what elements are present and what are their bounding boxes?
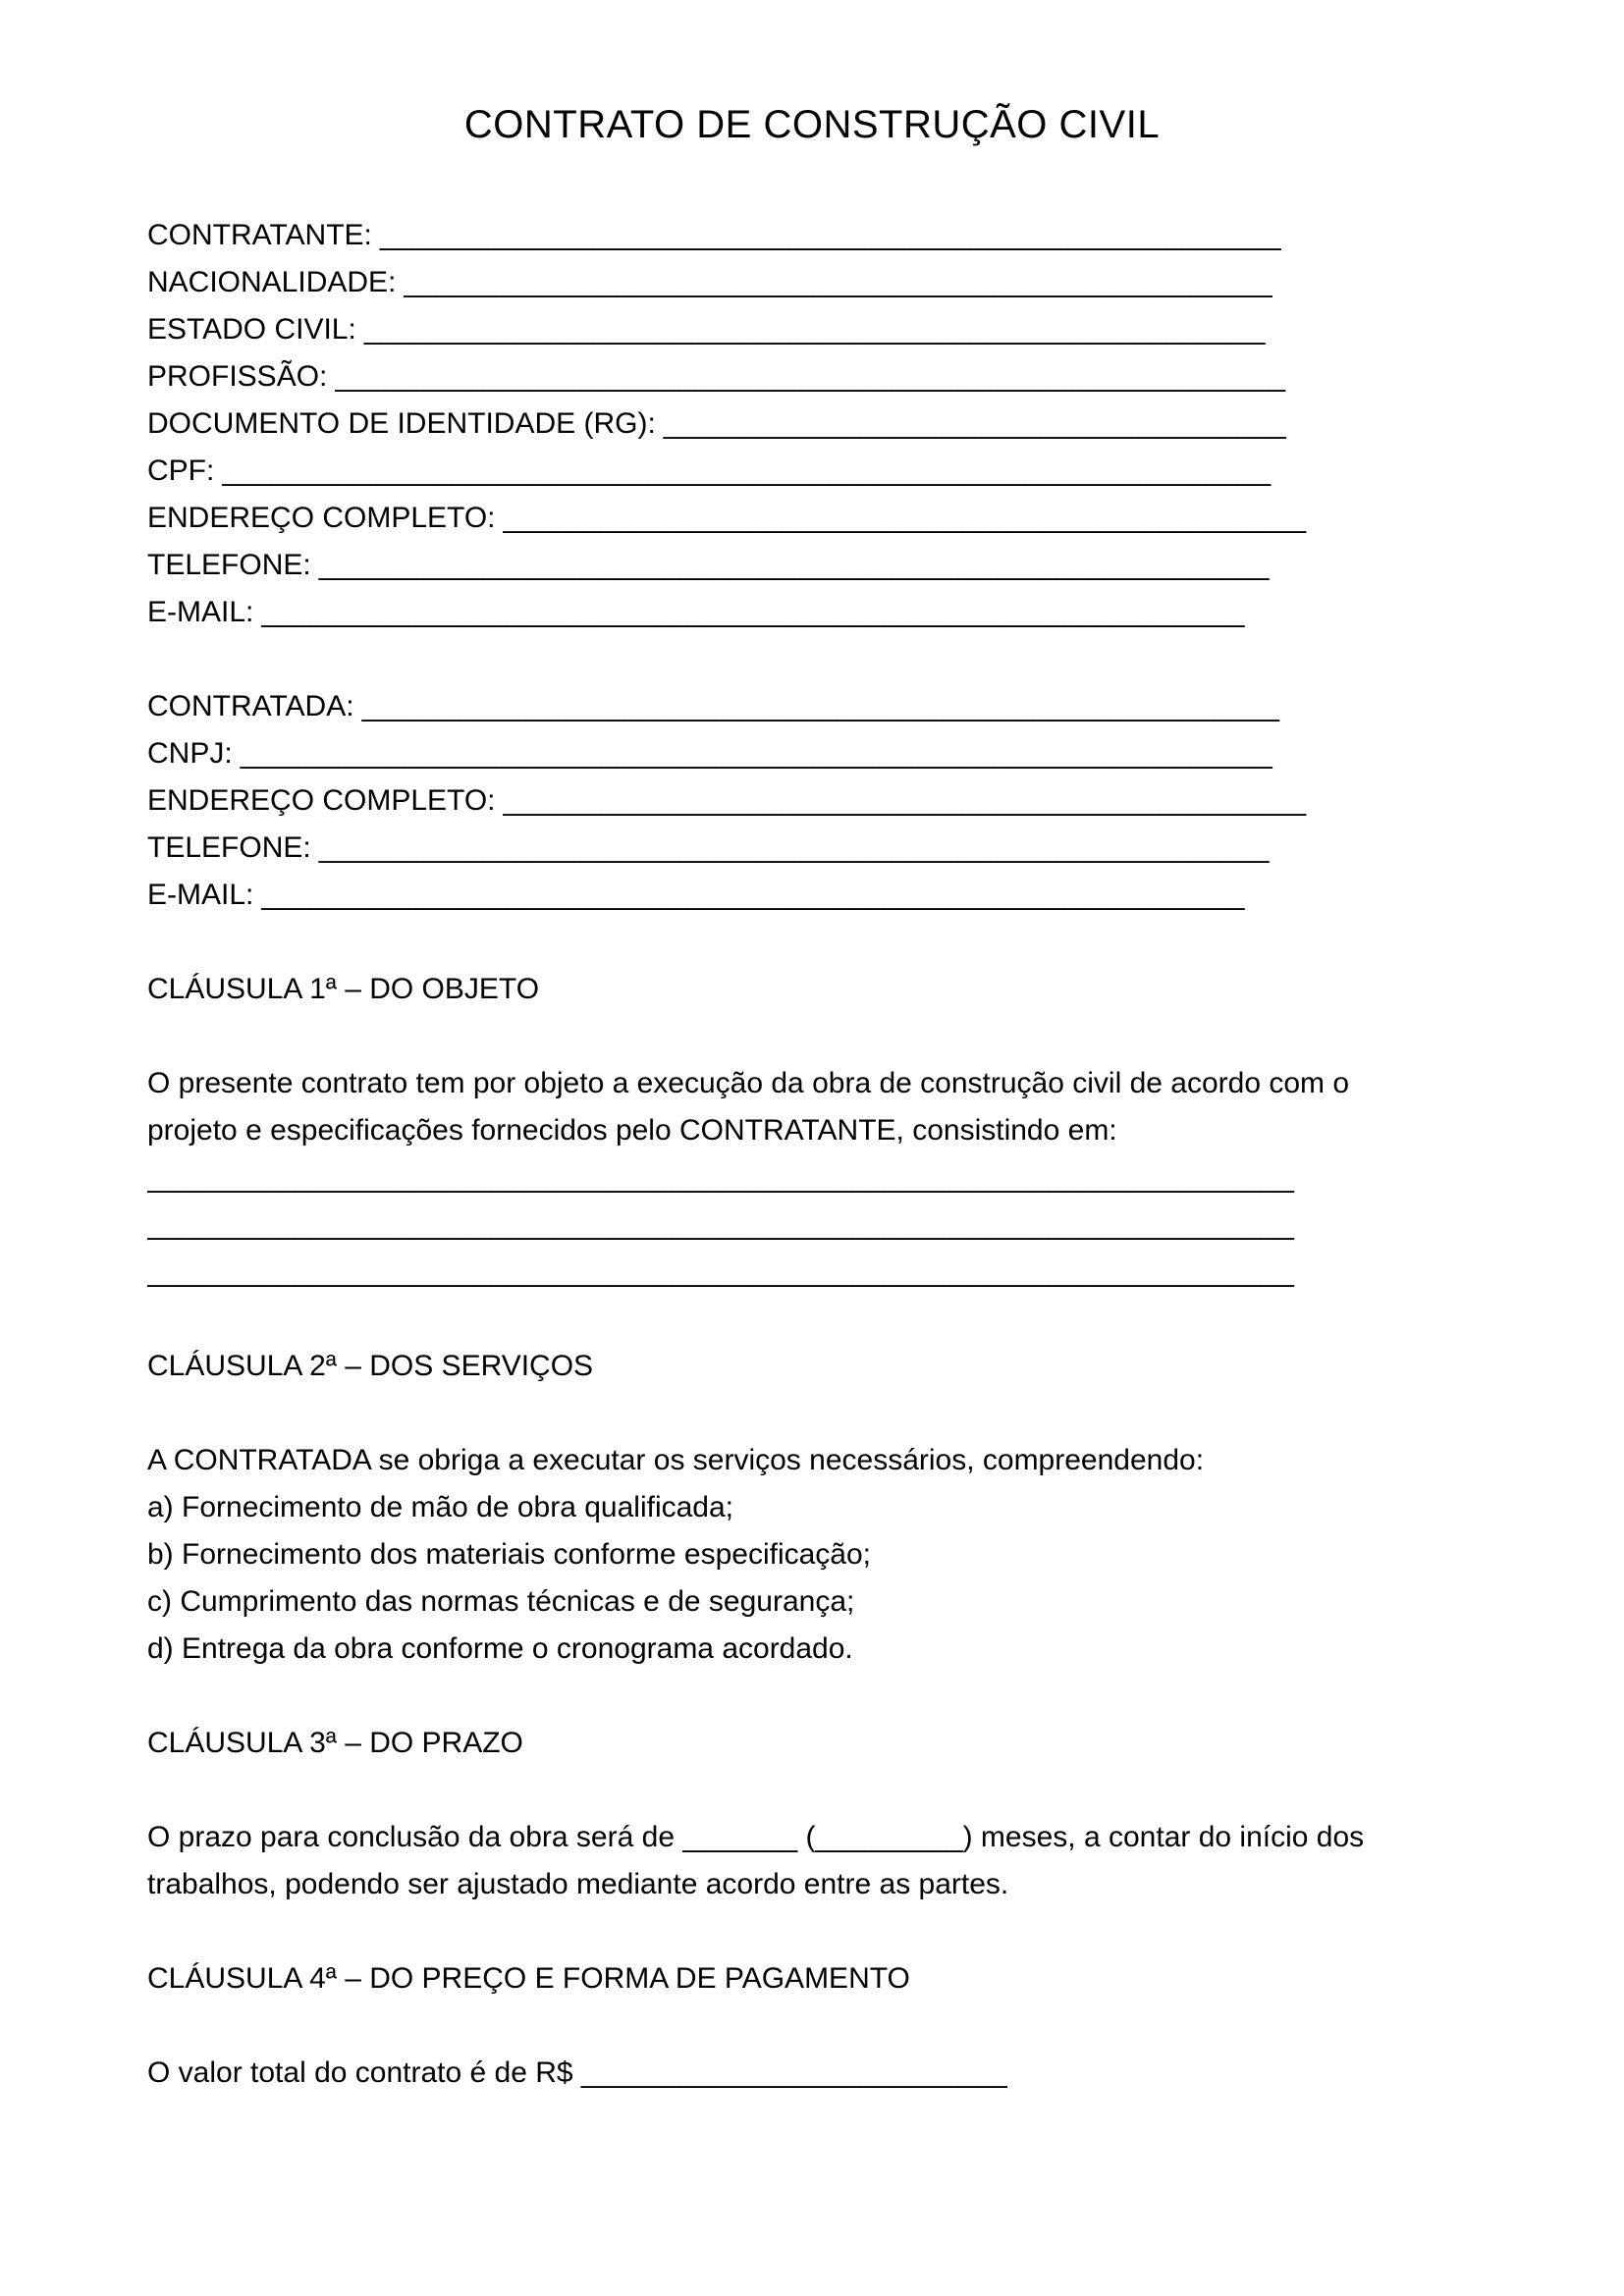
field-blank-line: _______________________________________________________ bbox=[363, 313, 1266, 346]
blank-write-line: ______________________________________________________________________ bbox=[147, 1161, 1294, 1194]
field-blank-line: __________________________________________________________ bbox=[335, 360, 1286, 393]
list-item: c) Cumprimento das normas técnicas e de segurança; bbox=[147, 1585, 855, 1618]
field-endereco bbox=[147, 777, 1375, 825]
field-label: CONTRATANTE: bbox=[147, 219, 372, 251]
field-profissao bbox=[147, 353, 1375, 400]
field-label: ESTADO CIVIL: bbox=[147, 313, 356, 346]
field-estado-civil bbox=[147, 306, 1375, 353]
clause-4-heading: CLÁUSULA 4ª – DO PREÇO E FORMA DE PAGAMENTO bbox=[147, 1962, 910, 1995]
field-blank-line: _______________________________________________________________ bbox=[240, 737, 1272, 770]
field-label: E-MAIL: bbox=[147, 879, 254, 911]
clause-2-intro: A CONTRATADA se obriga a executar os serviços necessários, compreendendo: bbox=[147, 1444, 1205, 1476]
field-cnpj bbox=[147, 730, 1375, 777]
field-cpf bbox=[147, 448, 1375, 495]
field-blank-line: __________________________________________________________ bbox=[318, 549, 1270, 581]
field-blank-line: ________________________________________________________________ bbox=[222, 454, 1272, 487]
document-body bbox=[147, 212, 1375, 2097]
clause-1-paragraph: O presente contrato tem por objeto a execução da obra de construção civil de acordo com o projeto e especificações fornecidos pelo CONTRATANTE, consistindo em: bbox=[147, 1067, 1350, 1147]
document-title: CONTRATO DE CONSTRUÇÃO CIVIL bbox=[463, 103, 1161, 146]
field-blank-line: _________________________________________________ bbox=[503, 502, 1307, 534]
field-label: CNPJ: bbox=[147, 737, 233, 770]
field-blank-line: ____________________________________________________________ bbox=[261, 879, 1245, 911]
field-telefone bbox=[147, 542, 1375, 589]
blank-write-line: ______________________________________________________________________ bbox=[147, 1255, 1294, 1288]
field-label: ENDEREÇO COMPLETO: bbox=[147, 784, 496, 817]
contratante-section bbox=[147, 212, 1375, 636]
field-label: PROFISSÃO: bbox=[147, 360, 328, 393]
clause-3-heading: CLÁUSULA 3ª – DO PRAZO bbox=[147, 1727, 523, 1759]
field-email bbox=[147, 872, 1375, 919]
field-label: ENDEREÇO COMPLETO: bbox=[147, 502, 496, 534]
blank-write-line: ______________________________________________________________________ bbox=[147, 1208, 1294, 1241]
field-blank-line: _________________________________________________ bbox=[503, 784, 1307, 817]
field-label: TELEFONE: bbox=[147, 549, 311, 581]
field-contratada bbox=[147, 683, 1375, 730]
clause-2-heading: CLÁUSULA 2ª – DOS SERVIÇOS bbox=[147, 1350, 594, 1382]
field-blank-line: ______________________________________ bbox=[663, 407, 1286, 440]
list-item: b) Fornecimento dos materiais conforme especificação; bbox=[147, 1538, 871, 1571]
field-endereco bbox=[147, 495, 1375, 542]
clause-4-paragraph: O valor total do contrato é de R$ __________________________ bbox=[147, 2056, 1007, 2089]
field-email bbox=[147, 589, 1375, 636]
field-contratante bbox=[147, 212, 1375, 259]
contratada-section bbox=[147, 683, 1375, 919]
field-blank-line: _______________________________________________________ bbox=[379, 219, 1281, 251]
clause-3-paragraph: O prazo para conclusão da obra será de _______ (_________) meses, a contar do início dos trabalhos, podendo ser ajustado mediante acordo entre as partes. bbox=[147, 1821, 1365, 1900]
field-label: DOCUMENTO DE IDENTIDADE (RG): bbox=[147, 407, 656, 440]
clause-1-blank-lines bbox=[147, 1154, 1375, 1296]
field-label: E-MAIL: bbox=[147, 596, 254, 628]
field-blank-line: __________________________________________________________ bbox=[318, 831, 1270, 864]
field-telefone bbox=[147, 825, 1375, 872]
list-item: a) Fornecimento de mão de obra qualificada; bbox=[147, 1491, 734, 1523]
field-label: CONTRATADA: bbox=[147, 690, 354, 722]
clause-1-heading: CLÁUSULA 1ª – DO OBJETO bbox=[147, 973, 540, 1005]
field-label: CPF: bbox=[147, 454, 215, 487]
field-label: NACIONALIDADE: bbox=[147, 266, 397, 298]
field-blank-line: ____________________________________________________________ bbox=[261, 596, 1245, 628]
field-blank-line: ________________________________________________________ bbox=[361, 690, 1279, 722]
field-nacionalidade bbox=[147, 259, 1375, 306]
list-item: d) Entrega da obra conforme o cronograma acordado. bbox=[147, 1632, 853, 1665]
field-label: TELEFONE: bbox=[147, 831, 311, 864]
field-blank-line: _____________________________________________________ bbox=[404, 266, 1272, 298]
clause-2-items bbox=[147, 1484, 1375, 1673]
field-rg bbox=[147, 400, 1375, 448]
